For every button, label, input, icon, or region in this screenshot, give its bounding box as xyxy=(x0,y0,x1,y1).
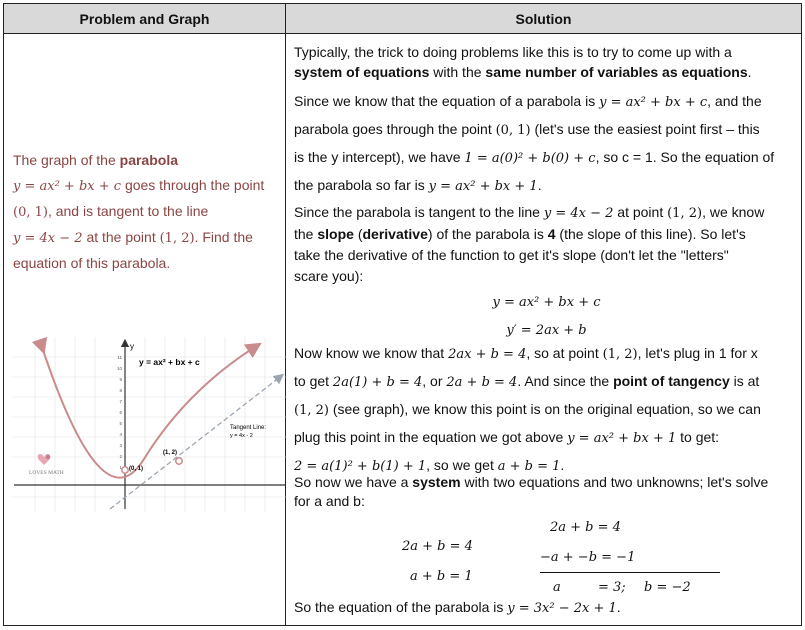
problem-text: . Find the equation of this parabola. xyxy=(13,229,253,271)
problem-text: , and is tangent to the line xyxy=(47,203,209,219)
problem-text: at the point xyxy=(86,229,156,245)
tick-label: 9 xyxy=(119,377,122,382)
solution-paragraph-5: So now we have a system with two equations and two unknowns; let's solve for a and b: xyxy=(294,474,769,509)
graph-title: y = ax² + bx + c xyxy=(139,357,200,367)
problem-equation: y = ax² + bx + c xyxy=(13,179,122,194)
tick-label: 6 xyxy=(119,410,122,415)
problem-point: (0, 1) xyxy=(13,205,48,220)
tick-label: 5 xyxy=(119,421,122,426)
tick-label: 1 xyxy=(119,465,122,470)
problem-keyword: parabola xyxy=(119,152,178,168)
system-left: 2a + b = 4 a + b = 1 xyxy=(402,539,473,584)
final-equation: y = 3x² − 2x + 1 xyxy=(507,601,617,616)
problem-statement xyxy=(13,148,279,276)
problem-text: goes through the point xyxy=(124,177,265,193)
point-1-2 xyxy=(176,458,182,464)
solution-paragraph-3: Since the parabola is tangent to the line y = 4x − 2 at point (1, 2), we know the slope (derivative) of the parabola is 4 (the slope of this line). So let's take the derivative of the function to get it's slope (don't let the "letters" scare you): xyxy=(294,204,765,284)
y-tick-labels xyxy=(117,355,123,470)
tangent-label-equation: y = 4x - 2 xyxy=(230,433,253,439)
y-axis-label: y xyxy=(130,342,134,351)
tick-label: 11 xyxy=(117,355,122,360)
tick-label: 10 xyxy=(116,366,122,371)
header-problem-and-graph: Problem and Graph xyxy=(4,4,286,34)
tick-label: 8 xyxy=(119,388,122,393)
problem-solution-table xyxy=(3,3,802,626)
solution-paragraph-2: Since we know that the equation of a parabola is y = ax² + bx + c, and the parabola goes through the point (0, 1) (let's use the easiest point first – this is the y intercept), we have 1 = a(0)² + b(0) + c, so c = 1. So the equation of the parabola so far is y = ax² + bx + 1. xyxy=(294,93,775,194)
label-point-1-2: (1, 2) xyxy=(163,450,178,456)
tick-label: 4 xyxy=(119,432,122,437)
problem-line-equation: y = 4x − 2 xyxy=(13,231,83,246)
derivative-block xyxy=(294,288,799,344)
point-0-1 xyxy=(122,467,128,473)
tangent-label-title: Tangent Line: xyxy=(230,425,267,431)
header-solution: Solution xyxy=(286,4,801,34)
system-right: 2a + b = 4 −a + −b = −1 a = 3; b = −2 xyxy=(540,512,720,573)
tick-label: 2 xyxy=(119,454,122,459)
problem-point: (1, 2) xyxy=(159,231,195,246)
final-answer: So the equation of the parabola is y = 3x² − 2x + 1. xyxy=(294,599,621,616)
solution-paragraph-4: Now know we know that 2ax + b = 4, so at point (1, 2), let's plug in 1 for x to get 2a(1) + b = 4, or 2a + b = 4. And since the point of tangency is at (1, 2) (see graph), we know this point is on the original equation, so we can plug this point in the equation we got above y = ax² + bx + 1 to get: 2 = a(1)² + b(1) + 1, so we get a + b = 1. xyxy=(294,345,761,474)
equation-original: y = ax² + bx + c xyxy=(492,295,601,310)
tick-label: 7 xyxy=(119,399,122,404)
label-point-0-1: (0, 1) xyxy=(129,466,144,472)
heart-logo-icon xyxy=(38,454,51,465)
parabola-graph xyxy=(12,337,287,512)
tick-label: 3 xyxy=(119,443,122,448)
column-divider xyxy=(285,34,286,625)
logo-text: LOVES MATH xyxy=(29,470,64,476)
problem-text: The graph of the xyxy=(13,152,116,168)
solution-paragraph-1: Typically, the trick to doing problems like this is to try to come up with a system of equations with the same number of variables as equations. xyxy=(294,44,752,80)
equation-derivative: y′ = 2ax + b xyxy=(506,323,587,338)
